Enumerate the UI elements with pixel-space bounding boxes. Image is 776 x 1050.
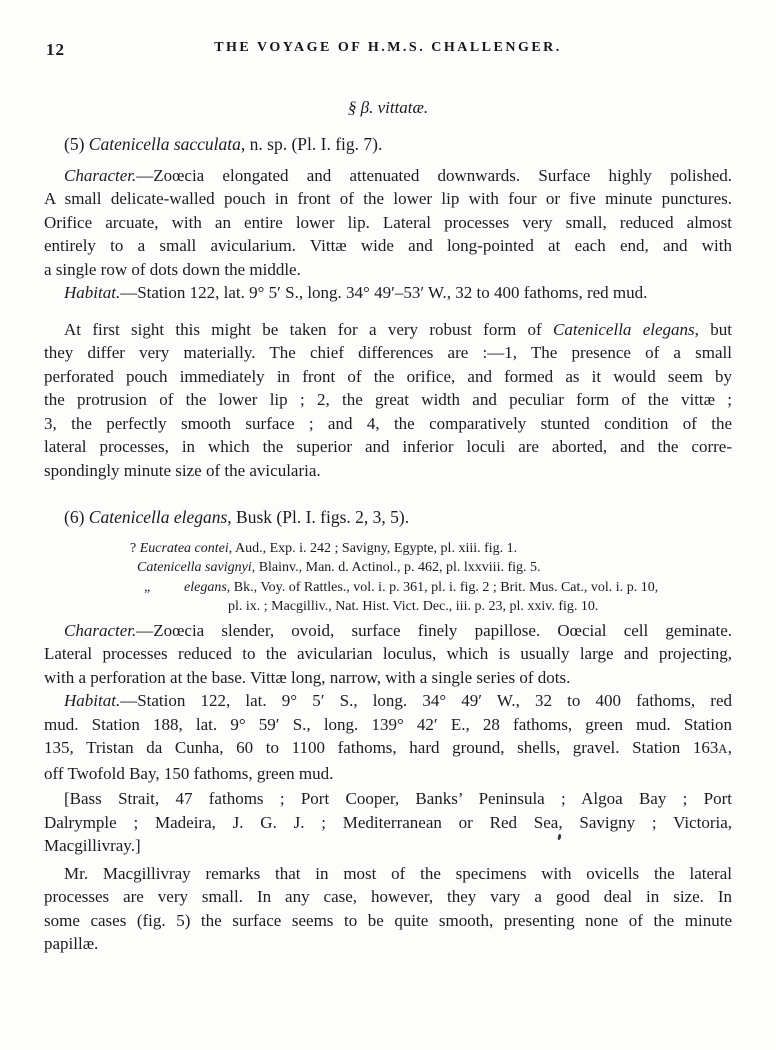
text-line: Catenicella savignyi, Blainv., Man. d. Actinol., p. 462, pl. lxxviii. fig. 5.: [137, 560, 541, 575]
text-line: off Twofold Bay, 150 fathoms, green mud.: [44, 763, 334, 783]
text-line: pl. ix. ; Macgilliv., Nat. Hist. Vict. Dec., iii. p. 23, pl. xxiv. fig. 10.: [228, 599, 599, 614]
text-line: „ elegans, Bk., Voy. of Rattles., vol. i. p. 361, pl. i. fig. 2 ; Brit. Mus. Cat., vol. i. p. 10,: [144, 579, 659, 595]
text-line: with a perforation at the base. Vittæ long, narrow, with a single series of dots.: [44, 667, 571, 687]
text-line: processes are very small. In any case, however, they vary a good deal in size. In: [44, 887, 732, 906]
text-line: ? Eucratea contei, Aud., Exp. i. 242 ; Savigny, Egypte, pl. xiii. fig. 1.: [130, 540, 518, 556]
text-line: Habitat.—Station 122, lat. 9° 5′ S., long. 34° 49′–53′ W., 32 to 400 fathoms, red mud.: [64, 283, 648, 302]
text-line: At first sight this might be taken for a very robust form of Catenicella elegans, but: [64, 319, 732, 339]
text-line: perforated pouch immediately in front of the orifice, and formed as it would seem by: [44, 366, 732, 386]
text-line: [Bass Strait, 47 fathoms ; Port Cooper, Banks’ Peninsula ; Algoa Bay ; Port: [64, 789, 732, 808]
species-heading-5: [44, 133, 732, 157]
text-blocks: [44, 133, 732, 956]
text-line: spondingly minute size of the avicularia.: [44, 460, 321, 480]
text-line: 135, Tristan da Cunha, 60 to 1100 fathoms, hard ground, shells, gravel. Station 163A,: [44, 738, 732, 757]
text-line: (5) Catenicella sacculata, n. sp. (Pl. I. fig. 7).: [64, 134, 383, 154]
paragraph-remarks: [44, 862, 732, 956]
text-line: 3, the perfectly smooth surface ; and 4, the comparatively stunted condition of the: [44, 413, 732, 433]
text-line: mud. Station 188, lat. 9° 59′ S., long. 139° 42′ E., 28 fathoms, green mud. Station: [44, 714, 732, 734]
running-title: THE VOYAGE OF H.M.S. CHALLENGER.: [214, 40, 562, 55]
text-line: (6) Catenicella elegans, Busk (Pl. I. figs. 2, 3, 5).: [64, 507, 410, 527]
paragraph-discussion: [44, 318, 732, 483]
paragraph-habitat-6: [44, 689, 732, 785]
text-line: Lateral processes reduced to the avicularian loculus, which is usually large and projecting,: [44, 644, 732, 663]
text-line: a single row of dots down the middle.: [44, 259, 301, 279]
text-line: Mr. Macgillivray remarks that in most of the specimens with ovicells the lateral: [64, 863, 732, 883]
paragraph-habitat-5: [44, 281, 732, 305]
text-line: Habitat.—Station 122, lat. 9° 5′ S., long. 34° 49′ W., 32 to 400 fathoms, red: [64, 691, 732, 710]
text-line: papillæ.: [44, 934, 99, 953]
text-line: Character.—Zoœcia slender, ovoid, surface finely papillose. Oœcial cell geminate.: [64, 620, 732, 640]
paragraph-character-5: [44, 164, 732, 282]
text-line: Orifice arcuate, with an entire lower lip. Lateral processes very small, reduced almost: [44, 212, 732, 232]
text-line: the protrusion of the lower lip ; 2, the great width and peculiar form of the vittæ ;: [44, 390, 732, 409]
text-line: they differ very materially. The chief differences are :—1, The presence of a small: [44, 343, 732, 362]
text-line: Dalrymple ; Madeira, J. G. J. ; Mediterranean or Red Sea, Savigny ; Victoria,: [44, 812, 732, 832]
page-body: [44, 0, 732, 956]
text-line: Character.—Zoœcia elongated and attenuated downwards. Surface highly polished.: [64, 165, 732, 185]
text-line: A small delicate-walled pouch in front of the lower lip with four or five minute punctures.: [44, 189, 732, 208]
section-heading: § β. vittatæ.: [347, 98, 429, 117]
text-line: entirely to a small avicularium. Vittæ wide and long-pointed at each end, and with: [44, 236, 732, 255]
synonymy-list: [44, 539, 732, 617]
page-number: 12: [46, 40, 65, 59]
text-line: some cases (fig. 5) the surface seems to be quite smooth, presenting none of the minute: [44, 910, 732, 930]
text-line: Macgillivray.]: [44, 836, 141, 855]
paragraph-distribution: [44, 787, 732, 858]
species-heading-6: [44, 506, 732, 530]
paragraph-character-6: [44, 619, 732, 690]
text-line: lateral processes, in which the superior and inferior loculi are aborted, and the corre-: [44, 437, 732, 456]
